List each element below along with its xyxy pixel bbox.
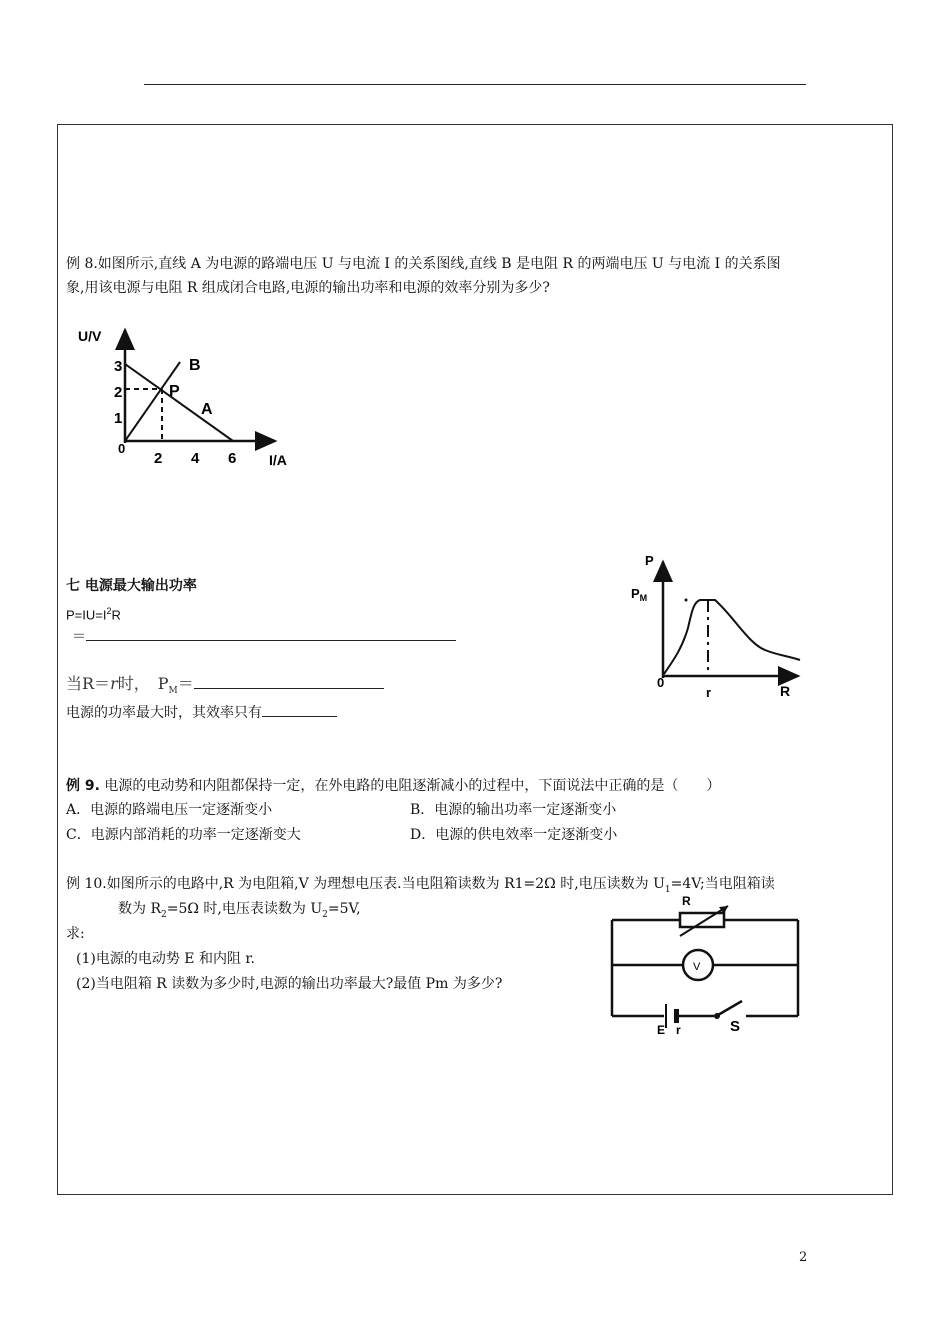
- resistor-label: R: [682, 894, 691, 908]
- example10-line2: [118, 899, 361, 925]
- e10-l2-sub1: 2: [161, 909, 167, 920]
- pm-marker: [685, 599, 688, 602]
- pr-graph: [620, 548, 810, 703]
- circuit-diagram: [600, 888, 815, 1040]
- blank-pm[interactable]: [194, 674, 384, 689]
- e10-l2b: =5Ω 时,电压表读数为 U: [166, 901, 323, 917]
- e10-l2a: 数为 R: [118, 901, 161, 917]
- ui-graph: [70, 320, 310, 470]
- x-tick-4: 4: [191, 450, 200, 467]
- e10-l1a: 例 10.如图所示的电路中,R 为电阻箱,V 为理想电压表.当电阻箱读数为 R1=2Ω 时,电压读数为 U: [66, 876, 665, 892]
- pm-eq: ＝: [177, 674, 194, 693]
- line-b-label: B: [189, 357, 201, 374]
- pm-label-p: P: [631, 586, 640, 601]
- option-c: C．电源内部消耗的功率一定逐渐变大: [66, 827, 301, 843]
- pm-label: [631, 586, 647, 603]
- pm-sub: M: [168, 686, 178, 697]
- x-axis-label: I/A: [269, 452, 287, 468]
- example10-q2: (2)当电阻箱 R 读数为多少时,电源的输出功率最大?最值 Pm 为多少?: [76, 976, 503, 992]
- p-axis-label: P: [645, 553, 654, 568]
- y-tick-1: 1: [114, 410, 123, 427]
- y-tick-2: 2: [114, 384, 123, 401]
- origin-label: 0: [118, 441, 126, 456]
- example9-text: 电源的电动势和内阻都保持一定，在外电路的电阻逐渐减小的过程中，下面说法中正确的是（ ）: [99, 778, 721, 794]
- example8-line1: 例 8.如图所示,直线 A 为电源的路端电压 U 与电流 I 的关系图线,直线 B 是电阻 R 的两端电压 U 与电流 I 的关系图: [66, 256, 781, 272]
- r-tick-label: r: [706, 685, 712, 700]
- blank-power-expression[interactable]: [86, 626, 456, 641]
- cond-mid: 时，: [117, 674, 150, 693]
- efficiency-text: 电源的功率最大时，其效率只有: [66, 705, 262, 721]
- pr-origin-label: 0: [657, 675, 665, 690]
- e10-l1b: =4V;当电阻箱读: [670, 876, 775, 892]
- y-tick-3: 3: [114, 358, 123, 375]
- e10-l2-sub2: 2: [322, 909, 328, 920]
- eq-prefix: ＝: [72, 629, 86, 645]
- option-b: B．电源的输出功率一定逐渐变小: [410, 802, 617, 818]
- example10-ask: 求:: [66, 926, 85, 942]
- y-axis-label: U/V: [78, 328, 102, 344]
- option-a: A．电源的路端电压一定逐渐变小: [66, 802, 273, 818]
- section7-formula: [66, 601, 121, 625]
- formula-sup: 2: [106, 606, 112, 616]
- point-p-label: P: [169, 383, 180, 400]
- section7-condition: [66, 674, 384, 701]
- example9-question: [66, 776, 720, 796]
- emf-label: E: [657, 1023, 666, 1037]
- example8-line2: 象,用该电源与电阻 R 组成闭合电路,电源的输出功率和电源的效率分别为多少?: [66, 280, 550, 296]
- battery-short-plate-icon: [674, 1009, 679, 1023]
- section7-efficiency: [66, 702, 337, 723]
- example10-q1: (1)电源的电动势 E 和内阻 r.: [76, 951, 256, 967]
- header-rule: [144, 84, 806, 85]
- switch-label: S: [730, 1018, 741, 1035]
- e10-l2c: =5V,: [327, 901, 361, 917]
- r-axis-label: R: [780, 683, 791, 699]
- section7-title: 七 电源最大输出功率: [66, 578, 197, 594]
- voltmeter-label: V: [693, 961, 701, 973]
- line-a: [125, 364, 233, 441]
- e10-l1-sub: 1: [664, 884, 671, 895]
- option-d: D．电源的供电效率一定逐渐变小: [410, 827, 618, 843]
- blank-efficiency[interactable]: [262, 702, 337, 717]
- power-curve: [664, 600, 800, 674]
- line-a-label: A: [201, 401, 213, 418]
- formula-text: P=IU=I: [66, 607, 107, 623]
- formula-end: R: [111, 607, 121, 623]
- resistor-box-icon: [680, 913, 724, 927]
- internal-r-label: r: [676, 1023, 681, 1037]
- cond-r: r: [110, 674, 118, 693]
- pm-p: P: [157, 674, 169, 693]
- x-tick-2: 2: [154, 450, 163, 467]
- section7-eq-line: [72, 626, 456, 647]
- page-number: 2: [799, 1250, 808, 1265]
- line-b: [125, 362, 180, 441]
- pm-label-sub: M: [639, 593, 648, 603]
- switch-lever-icon: [718, 1001, 742, 1015]
- x-tick-6: 6: [228, 450, 237, 467]
- example9-num: 例 9.: [66, 778, 100, 794]
- cond-prefix: 当R＝: [66, 674, 111, 693]
